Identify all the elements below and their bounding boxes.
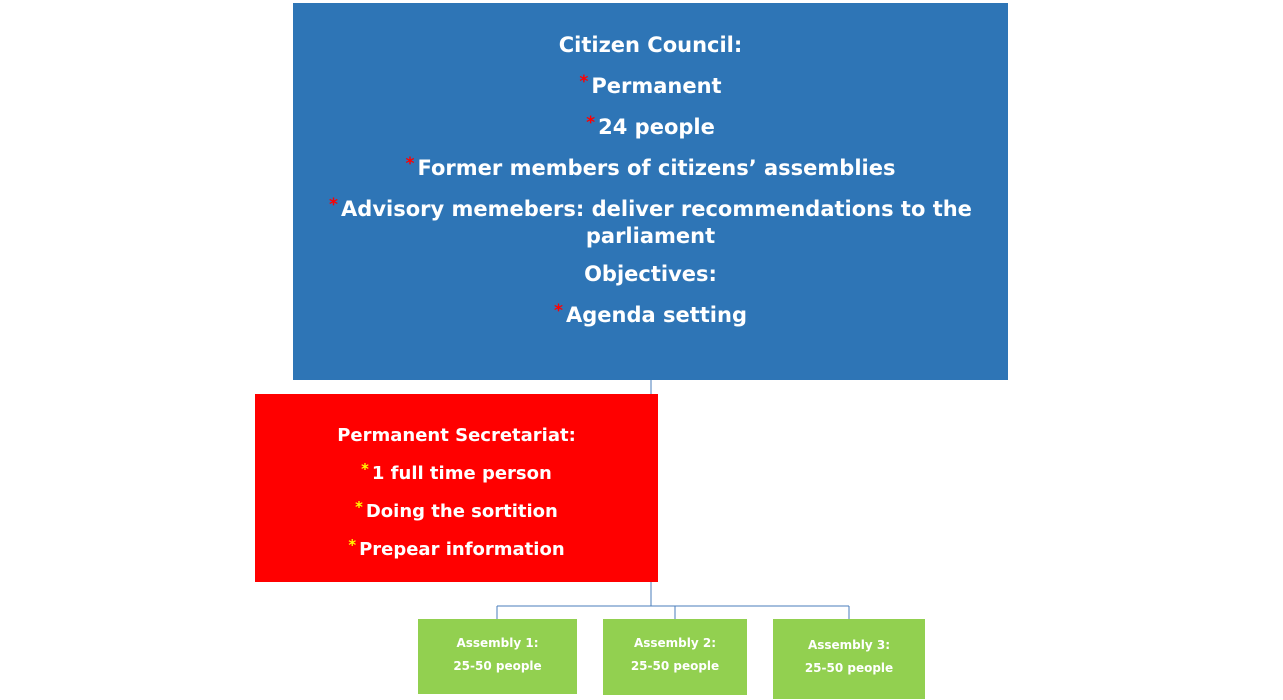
red-star-bullet-icon: * (579, 72, 589, 92)
council-objective-agenda-setting (321, 298, 981, 328)
secretariat-item-label: 1 full time person (371, 463, 552, 485)
permanent-secretariat-title: Permanent Secretariat: (337, 425, 576, 446)
council-item-former-members (321, 151, 981, 181)
yellow-star-bullet-icon: * (361, 461, 369, 478)
red-star-bullet-icon: * (329, 195, 339, 216)
council-item-label: 24 people (598, 115, 715, 140)
assembly-size: 25-50 people (630, 659, 720, 673)
red-star-bullet-icon: * (586, 113, 596, 134)
permanent-secretariat-box (255, 394, 658, 582)
red-star-bullet-icon: * (554, 301, 563, 322)
citizen-council-box (293, 3, 1008, 380)
assembly-name: Assembly 3: (807, 638, 891, 652)
citizen-council-title: Citizen Council: (558, 33, 743, 57)
council-item-label: Permanent (591, 74, 722, 99)
secretariat-item-staff (255, 457, 658, 487)
council-item-label: Former members of citizens’ assemblies (417, 156, 896, 181)
council-objectives-title: Objectives: (584, 262, 717, 287)
yellow-star-bullet-icon: * (355, 499, 363, 517)
assembly-3-box (773, 619, 925, 699)
secretariat-item-label: Prepear information (359, 539, 565, 561)
assembly-2-box (603, 619, 747, 695)
red-star-bullet-icon: * (405, 154, 415, 175)
council-item-advisory (321, 192, 981, 250)
council-item-permanent (321, 69, 981, 99)
assembly-size: 25-50 people (804, 661, 894, 675)
secretariat-item-sortition (255, 495, 658, 525)
assembly-1-box (418, 619, 577, 694)
assembly-name: Assembly 2: (633, 636, 717, 650)
assembly-name: Assembly 1: (456, 636, 539, 650)
secretariat-item-information (255, 533, 658, 563)
council-item-label: Advisory memebers: deliver recommendations to the parliament (341, 197, 972, 249)
secretariat-item-label: Doing the sortition (365, 501, 558, 523)
council-item-size (321, 110, 981, 140)
yellow-star-bullet-icon: * (348, 537, 357, 555)
assembly-size: 25-50 people (453, 659, 542, 673)
council-objective-label: Agenda setting (566, 303, 747, 328)
